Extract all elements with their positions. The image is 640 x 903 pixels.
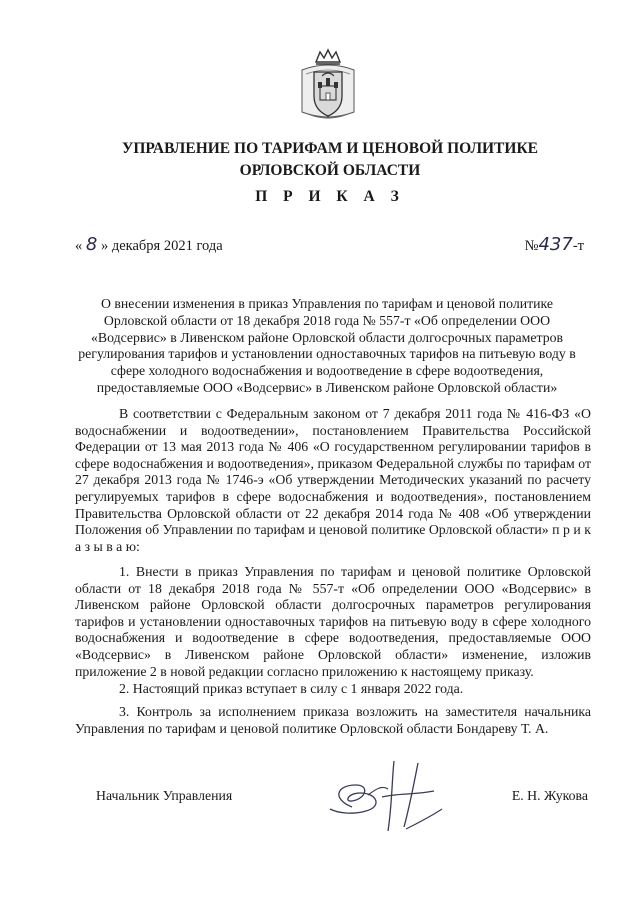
number-suffix: -т	[572, 238, 584, 254]
organization-title	[60, 138, 600, 182]
order-subject: О внесении изменения в приказ Управления по тарифам и ценовой политике Орловской области от 18 декабря 2018 года № 557-т «Об определении ООО «Водсервис» в Ливенском районе Орловской области долгосрочных параметров регулирования тарифов и установлении одноставочных тарифов на питьевую воду в сфере холодного водоснабжения и водоотведение в сфере водоотведения, предоставляемые ООО «Водсервис» в Ливенском районе Орловской области»	[78, 296, 576, 395]
signatory-position: Начальник Управления	[96, 788, 233, 803]
handwritten-signature	[322, 755, 452, 835]
organization-title-line1: УПРАВЛЕНИЕ ПО ТАРИФАМ И ЦЕНОВОЙ ПОЛИТИКЕ	[121, 140, 539, 157]
date-day-handwritten: 8	[85, 234, 98, 255]
signatory-name: Е. Н. Жукова	[511, 788, 588, 803]
number-prefix: №	[524, 238, 539, 254]
order-date	[75, 234, 223, 255]
document-type: П Р И К А З	[255, 188, 405, 205]
organization-title-line2: ОРЛОВСКОЙ ОБЛАСТИ	[239, 162, 421, 179]
item-2-paragraph: 2. Настоящий приказ вступает в силу с 1 января 2022 года.	[119, 681, 464, 696]
date-rest: » декабря 2021 года	[100, 238, 223, 254]
preamble-paragraph: В соответствии с Федеральным законом от 7 декабря 2011 года № 416-ФЗ «О водоснабжении и водоотведении», постановлением Правительства Российской Федерации от 13 мая 2013 года № 406 «О государственном регулировании тарифов в сфере водоснабжения и водоотведения», приказом Федеральной службы по тарифам от 27 декабря 2013 года № 1746-э «Об утверждении Методических указаний по расчету регулируемых тарифов в сфере водоснабжения и водоотведения», постановлением Правительства Орловской области от 22 декабря 2014 года № 408 «Об утверждении Положения об Управлении по тарифам и ценовой политике Орловской области» п р и к а з ы в а ю:	[75, 406, 591, 554]
item-3-paragraph: 3. Контроль за исполнением приказа возложить на заместителя начальника Управления по тарифам и ценовой политике Орловской области Бондареву Т. А.	[75, 704, 591, 736]
item-1-paragraph: 1. Внести в приказ Управления по тарифам и ценовой политике Орловской области от 18 декабря 2018 года № 557-т «Об определении ООО «Водсервис» в Ливенском районе Орловской области долгосрочных параметров регулирования тарифов и установлении одноставочных тарифов на питьевую воду в сфере холодного водоснабжения и водоотведение в сфере водоотведения, предоставляемые ООО «Водсервис» в Ливенском районе Орловской области» изменение, изложив приложение 2 в новой редакции согласно приложению к настоящему приказу.	[75, 564, 591, 679]
date-open-quote: «	[75, 238, 83, 254]
order-number	[525, 234, 584, 255]
number-value-handwritten: 437	[538, 234, 573, 255]
coat-of-arms-emblem	[298, 48, 358, 124]
